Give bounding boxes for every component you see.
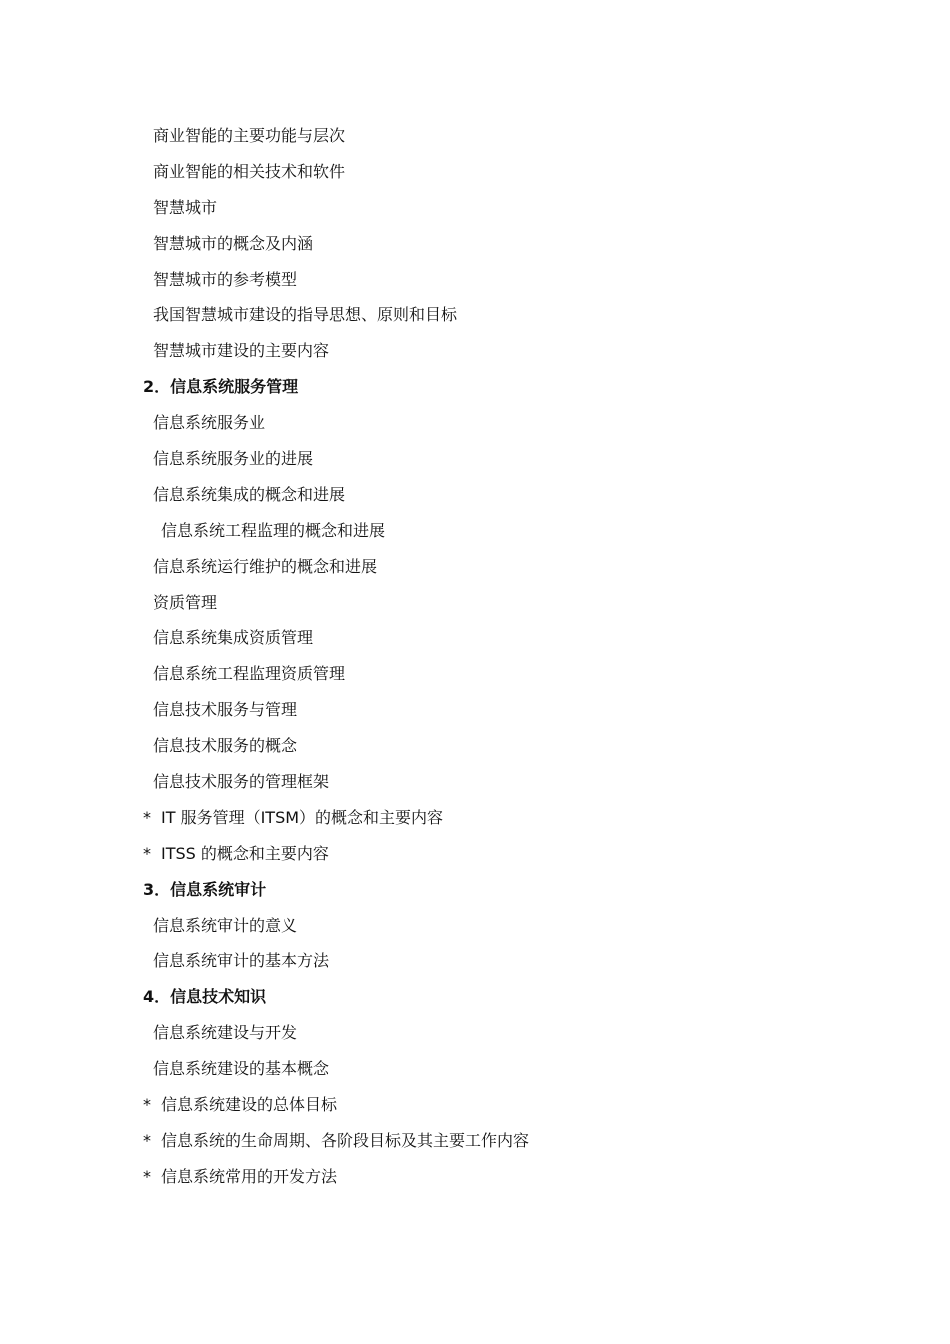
outline-item-text: 智慧城市 — [153, 197, 218, 217]
outline-item — [0, 728, 950, 764]
outline-item-text: 商业智能的相关技术和软件 — [153, 161, 346, 181]
asterisk-marker: * — [143, 1095, 151, 1115]
outline-item-text: 信息系统运行维护的概念和进展 — [153, 556, 378, 576]
outline-item — [0, 118, 950, 154]
outline-item — [0, 656, 950, 692]
outline-item-text: 信息技术服务与管理 — [153, 700, 298, 720]
outline-item — [0, 477, 950, 513]
outline-item-text: 信息系统审计的基本方法 — [153, 951, 330, 971]
outline-item — [0, 585, 950, 621]
section-heading — [0, 369, 950, 405]
asterisk-marker: * — [143, 1130, 151, 1150]
starred-item — [0, 1159, 950, 1195]
asterisk-marker: * — [143, 843, 151, 863]
asterisk-marker: * — [143, 1166, 151, 1186]
outline-item-text: 信息技术服务的概念 — [153, 736, 298, 756]
outline-item — [0, 908, 950, 944]
outline-item — [0, 262, 950, 298]
outline-item — [0, 764, 950, 800]
outline-item — [0, 333, 950, 369]
outline-item — [0, 513, 950, 549]
outline-item-text: 信息系统工程监理的概念和进展 — [161, 520, 386, 540]
outline-item-text: 我国智慧城市建设的指导思想、原则和目标 — [153, 305, 458, 325]
outline-item-text: 信息系统工程监理资质管理 — [153, 664, 346, 684]
outline-item-text: 信息系统服务业 — [153, 413, 266, 433]
outline-item — [0, 297, 950, 333]
outline-item-text: 智慧城市的概念及内涵 — [153, 233, 314, 253]
outline-item-text: 资质管理 — [153, 592, 218, 612]
outline-item-text: 信息系统建设与开发 — [153, 1023, 298, 1043]
outline-item-text: 信息系统集成资质管理 — [153, 628, 314, 648]
document-page — [0, 118, 950, 1195]
outline-item-text: 信息系统审计的意义 — [153, 915, 298, 935]
section-heading — [0, 979, 950, 1015]
starred-item-text: 信息系统常用的开发方法 — [161, 1166, 338, 1186]
outline-item — [0, 226, 950, 262]
section-heading-text: 3．信息系统审计 — [143, 879, 267, 899]
outline-item — [0, 405, 950, 441]
starred-item-text: IT 服务管理（ITSM）的概念和主要内容 — [161, 807, 444, 827]
outline-item — [0, 1051, 950, 1087]
section-heading-text: 4．信息技术知识 — [143, 987, 267, 1007]
outline-item — [0, 692, 950, 728]
outline-item-text: 商业智能的主要功能与层次 — [153, 126, 346, 145]
outline-item-text: 信息技术服务的管理框架 — [153, 772, 330, 792]
outline-item — [0, 190, 950, 226]
starred-item — [0, 800, 950, 836]
outline-item — [0, 154, 950, 190]
outline-item-text: 智慧城市建设的主要内容 — [153, 341, 330, 361]
outline-item-text: 智慧城市的参考模型 — [153, 269, 298, 289]
starred-item — [0, 1087, 950, 1123]
starred-item-text: ITSS 的概念和主要内容 — [161, 843, 329, 863]
outline-item — [0, 620, 950, 656]
section-heading — [0, 872, 950, 908]
outline-item-text: 信息系统建设的基本概念 — [153, 1059, 330, 1079]
starred-item-text: 信息系统的生命周期、各阶段目标及其主要工作内容 — [161, 1130, 530, 1150]
outline-item — [0, 943, 950, 979]
starred-item — [0, 836, 950, 872]
outline-item — [0, 1015, 950, 1051]
starred-item-text: 信息系统建设的总体目标 — [161, 1095, 338, 1115]
outline-item — [0, 441, 950, 477]
starred-item — [0, 1123, 950, 1159]
section-heading-text: 2．信息系统服务管理 — [143, 377, 299, 397]
outline-item-text: 信息系统服务业的进展 — [153, 449, 314, 469]
outline-item — [0, 549, 950, 585]
outline-item-text: 信息系统集成的概念和进展 — [153, 484, 346, 504]
asterisk-marker: * — [143, 807, 151, 827]
